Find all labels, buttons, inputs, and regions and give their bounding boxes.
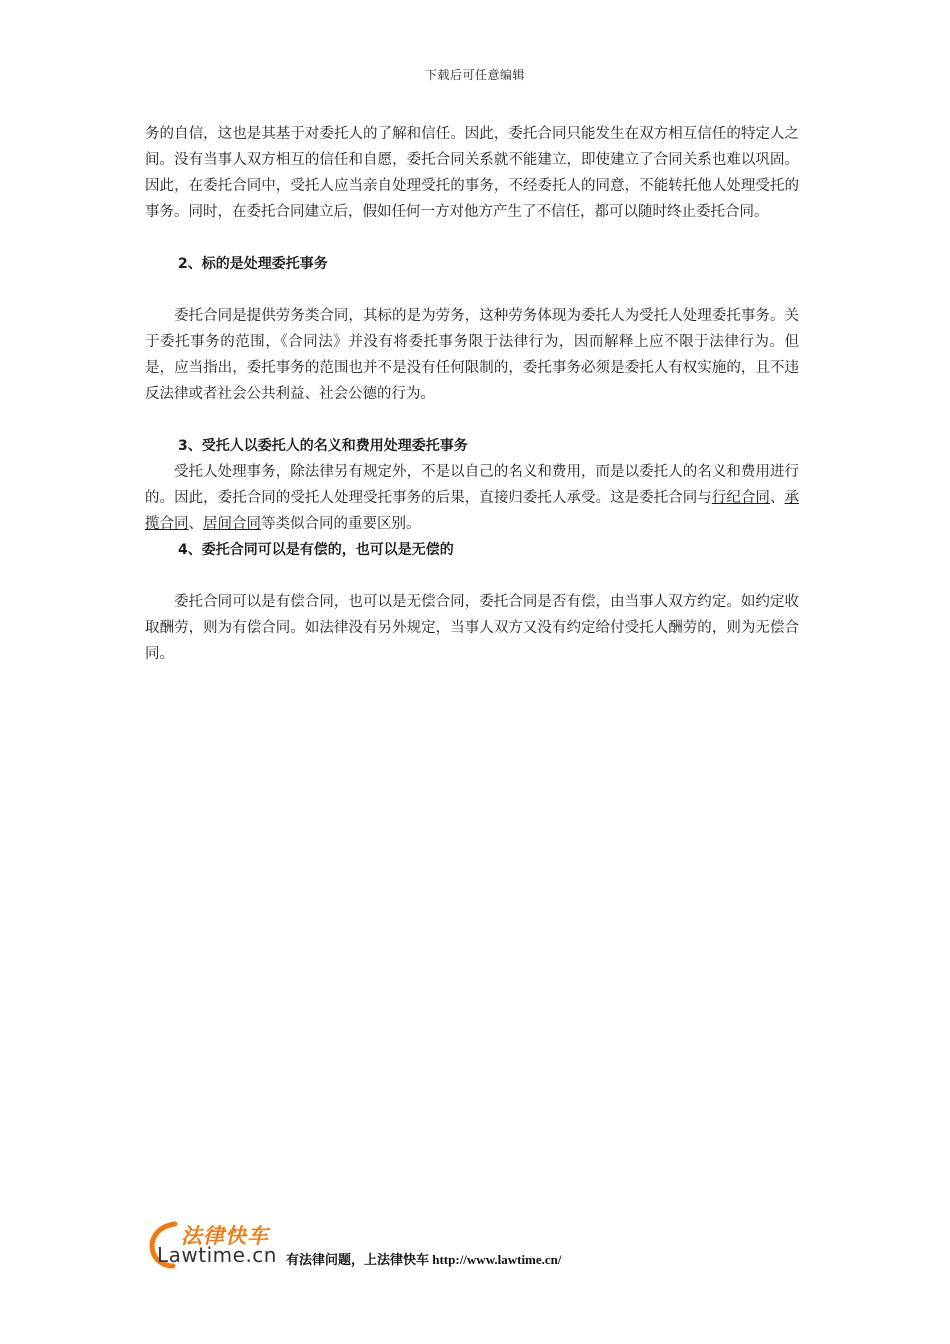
- link-intermediary-contract[interactable]: 居间合同: [203, 516, 261, 532]
- section-heading-3: 3、受托人以委托人的名义和费用处理委托事务: [178, 438, 468, 454]
- link-brokerage-contract[interactable]: 行纪合同: [711, 490, 770, 506]
- spacer: [145, 225, 799, 251]
- page-header: 下载后可任意编辑: [424, 68, 525, 82]
- paragraph-text: 受托人处理事务，除法律另有规定外，不是以自己的名义和费用，而是以委托人的名义和费用进行的。因此，委托合同的受托人处理受托事务的后果，直接归委托人承受。这是委托合同与: [145, 464, 799, 506]
- link-work-contract[interactable]: 承揽合同: [145, 490, 800, 532]
- footer: [145, 1218, 805, 1270]
- document-body: [145, 121, 799, 667]
- section-heading-4: 4、委托合同可以是有偿的，也可以是无偿的: [178, 542, 454, 558]
- spacer: [145, 407, 799, 433]
- spacer: [145, 277, 799, 303]
- logo-english-name: Lawtime.cn: [157, 1243, 277, 1267]
- paragraph-trust: 务的自信，这也是其基于对委托人的了解和信任。因此，委托合同只能发生在双方相互信任的特定人之间。没有当事人双方相互的信任和自愿，委托合同关系就不能建立，即使建立了合同关系也难以巩固。因此，在委托合同中，受托人应当亲自处理受托的事务，不经委托人的同意，不能转托他人处理受托的事务。同时，在委托合同建立后，假如任何一方对他方产生了不信任，都可以随时终止委托合同。: [145, 126, 799, 220]
- paragraph-text: 等类似合同的重要区别。: [261, 516, 421, 532]
- footer-tagline[interactable]: 有法律问题，上法律快车 http://www.lawtime.cn/: [286, 1252, 562, 1267]
- separator: 、: [188, 516, 203, 532]
- paragraph-subject-matter: 委托合同是提供劳务类合同，其标的是为劳务，这种劳务体现为委托人为受托人处理委托事务。关于委托事务的范围，《合同法》并没有将委托事务限于法律行为，因而解释上应不限于法律行为。但是，应当指出，委托事务的范围也并不是没有任何限制的，委托事务必须是委托人有权实施的，且不违反法律或者社会公共利益、社会公德的行为。: [145, 308, 799, 402]
- separator: 、: [769, 490, 785, 506]
- logo-chinese-name: 法律快车: [181, 1224, 269, 1248]
- paragraph-compensation: 委托合同可以是有偿合同，也可以是无偿合同，委托合同是否有偿，由当事人双方约定。如约定收取酬劳，则为有偿合同。如法律没有另外规定，当事人双方又没有约定给付受托人酬劳的，则为无偿合同。: [145, 594, 799, 662]
- spacer: [145, 563, 799, 589]
- paragraph-agent-name: [145, 459, 799, 537]
- lawtime-logo[interactable]: [145, 1218, 285, 1268]
- section-heading-2: 2、标的是处理委托事务: [178, 256, 328, 272]
